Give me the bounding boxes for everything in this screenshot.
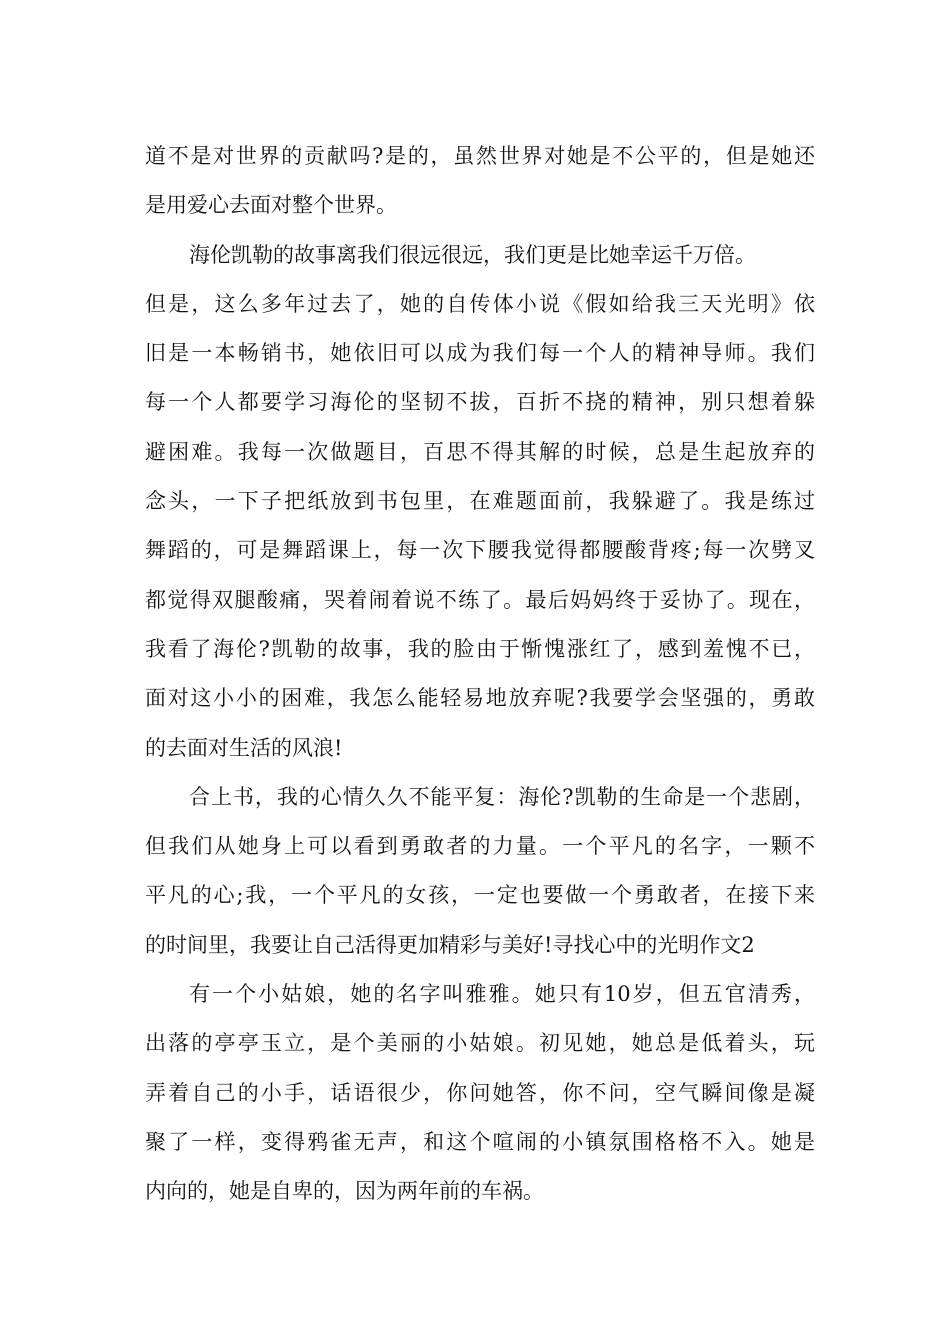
text-line-4: 但是，这么多年过去了，她的自传体小说《假如给我三天光明》依	[145, 291, 815, 316]
text-line-16: 平凡的心;我，一个平凡的女孩，一定也要做一个勇敢者，在接下来	[145, 883, 815, 908]
text-line-3: 海伦凯勒的故事离我们很远很远，我们更是比她幸运千万倍。	[189, 242, 756, 267]
text-line-15: 但我们从她身上可以看到勇敢者的力量。一个平凡的名字，一颗不	[145, 834, 815, 859]
text-line-18: 有一个小姑娘，她的名字叫雅雅。她只有10岁，但五官清秀，	[189, 982, 815, 1007]
text-line-10: 都觉得双腿酸痛，哭着闹着说不练了。最后妈妈终于妥协了。现在，	[145, 587, 815, 612]
text-line-12: 面对这小小的困难，我怎么能轻易地放弃呢?我要学会坚强的，勇敢	[145, 686, 815, 711]
text-line-17: 的时间里，我要让自己活得更加精彩与美好!寻找心中的光明作文2	[145, 932, 755, 957]
text-line-1: 道不是对世界的贡献吗?是的，虽然世界对她是不公平的，但是她还	[145, 144, 815, 168]
text-line-9: 舞蹈的，可是舞蹈课上，每一次下腰我觉得都腰酸背疼;每一次劈叉	[145, 538, 815, 563]
text-line-21: 聚了一样，变得鸦雀无声，和这个喧闹的小镇氛围格格不入。她是	[145, 1129, 815, 1154]
text-line-7: 避困难。我每一次做题目，百思不得其解的时候，总是生起放弃的	[145, 439, 815, 464]
text-line-2: 是用爱心去面对整个世界。	[145, 193, 397, 218]
text-line-5: 旧是一本畅销书，她依旧可以成为我们每一个人的精神导师。我们	[145, 341, 815, 366]
text-line-20: 弄着自己的小手，话语很少，你问她答，你不问，空气瞬间像是凝	[145, 1080, 815, 1105]
text-line-22: 内向的，她是自卑的，因为两年前的车祸。	[145, 1179, 544, 1204]
text-line-14: 合上书，我的心情久久不能平复：海伦?凯勒的生命是一个悲剧，	[189, 784, 815, 809]
text-line-11: 我看了海伦?凯勒的故事，我的脸由于惭愧涨红了，感到羞愧不已，	[145, 636, 815, 661]
text-line-8: 念头，一下子把纸放到书包里，在难题面前，我躲避了。我是练过	[145, 489, 815, 514]
text-line-13: 的去面对生活的风浪!	[145, 735, 343, 760]
text-line-19: 出落的亭亭玉立，是个美丽的小姑娘。初见她，她总是低着头，玩	[145, 1031, 815, 1056]
text-line-6: 每一个人都要学习海伦的坚韧不拔，百折不挠的精神，别只想着躲	[145, 390, 815, 415]
body-text	[145, 132, 815, 1217]
